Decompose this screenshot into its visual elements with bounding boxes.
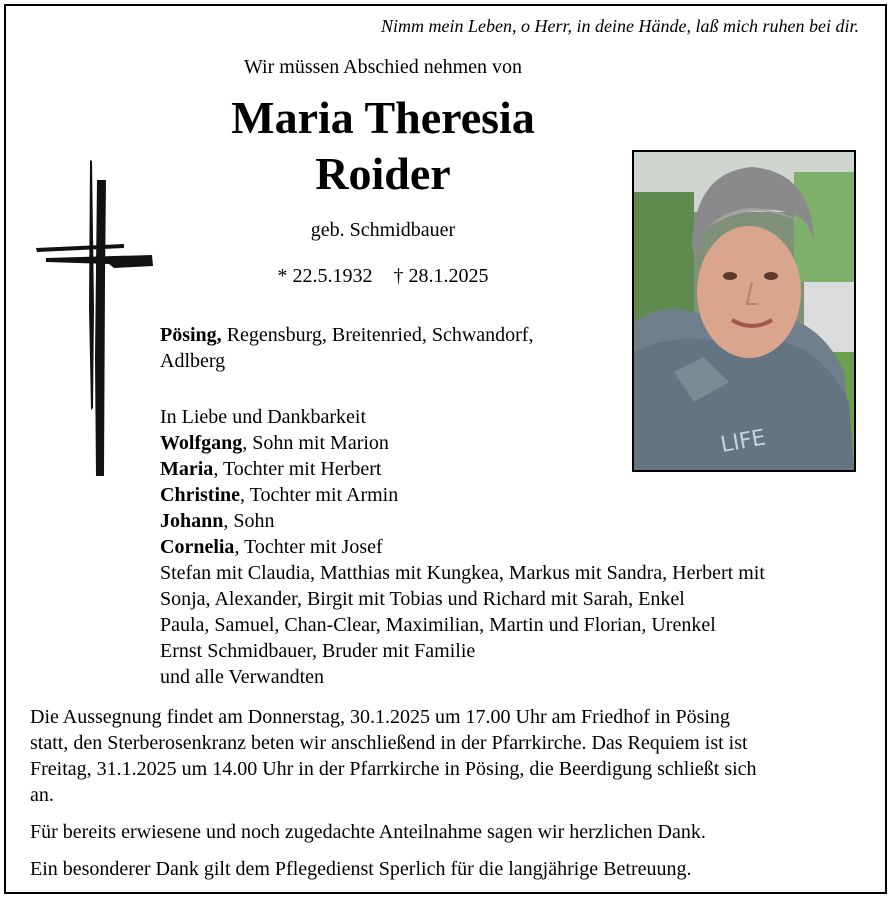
mourner-relation: , Tochter mit Armin [240,484,399,506]
mourner-name: Johann [160,510,224,532]
mourner-row [160,456,860,482]
mourner-row [160,430,860,456]
death-date: † 28.1.2025 [393,265,489,287]
funeral-line: Die Aussegnung findet am Donnerstag, 30.1.2025 um 17.00 Uhr am Friedhof in Pösing [30,706,730,728]
mourner-relation: , Tochter mit Josef [234,536,383,558]
mourner-row [160,508,860,534]
mourner-row [160,482,860,508]
mourner-name: Cornelia [160,536,235,558]
places-block [160,322,620,374]
mourner-relation: , Tochter mit Herbert [213,458,382,480]
mourner-line: und alle Verwandten [160,666,325,688]
mourner-relation: , Sohn [223,510,275,532]
place-main: Pösing, [160,324,222,346]
mourner-name: Maria [160,458,214,480]
intro-text: Wir müssen Abschied nehmen von [243,56,523,78]
mourners-block [160,404,860,690]
mourner-name: Wolfgang [160,432,243,454]
funeral-details [30,704,865,808]
funeral-line: an. [30,784,54,806]
motto-quote: Nimm mein Leben, o Herr, in deine Hände, laß mich ruhen bei dir. [381,16,859,36]
svg-text:LIFE: LIFE [718,425,768,458]
funeral-info-block [30,704,865,893]
mourner-name: Christine [160,484,240,506]
mourner-line: Paula, Samuel, Chan-Clear, Maximilian, Martin und Florian, Urenkel [160,614,716,636]
mourner-relation: , Sohn mit Marion [242,432,389,454]
mourner-line: Sonja, Alexander, Birgit mit Tobias und Richard mit Sarah, Enkel [160,588,685,610]
place-rest: Regensburg, Breitenried, Schwandorf, [221,324,534,346]
funeral-line: Freitag, 31.1.2025 um 14.00 Uhr in der Pfarrkirche in Pösing, die Beerdigung schließt sich [30,758,757,780]
deceased-last-name: Roider [315,148,451,199]
mourner-row [160,534,860,560]
mourner-line: Stefan mit Claudia, Matthias mit Kungkea, Markus mit Sandra, Herbert mit [160,562,765,584]
funeral-line: statt, den Sterberosenkranz beten wir anschließend in der Pfarrkirche. Das Requiem ist ist [30,732,748,754]
cross-icon [34,158,158,478]
thanks-text: Für bereits erwiesene und noch zugedachte Anteilnahme sagen wir herzlichen Dank. [30,821,706,843]
deceased-first-name: Maria Theresia [231,92,535,143]
birth-date: * 22.5.1932 [277,265,373,287]
mourner-line: Ernst Schmidbauer, Bruder mit Familie [160,640,476,662]
place-line2: Adlberg [160,350,226,372]
birth-name: geb. Schmidbauer [310,219,456,241]
mourners-intro: In Liebe und Dankbarkeit [160,406,367,428]
special-thanks-text: Ein besonderer Dank gilt dem Pflegedienst Sperlich für die langjährige Betreuung. [30,858,692,880]
